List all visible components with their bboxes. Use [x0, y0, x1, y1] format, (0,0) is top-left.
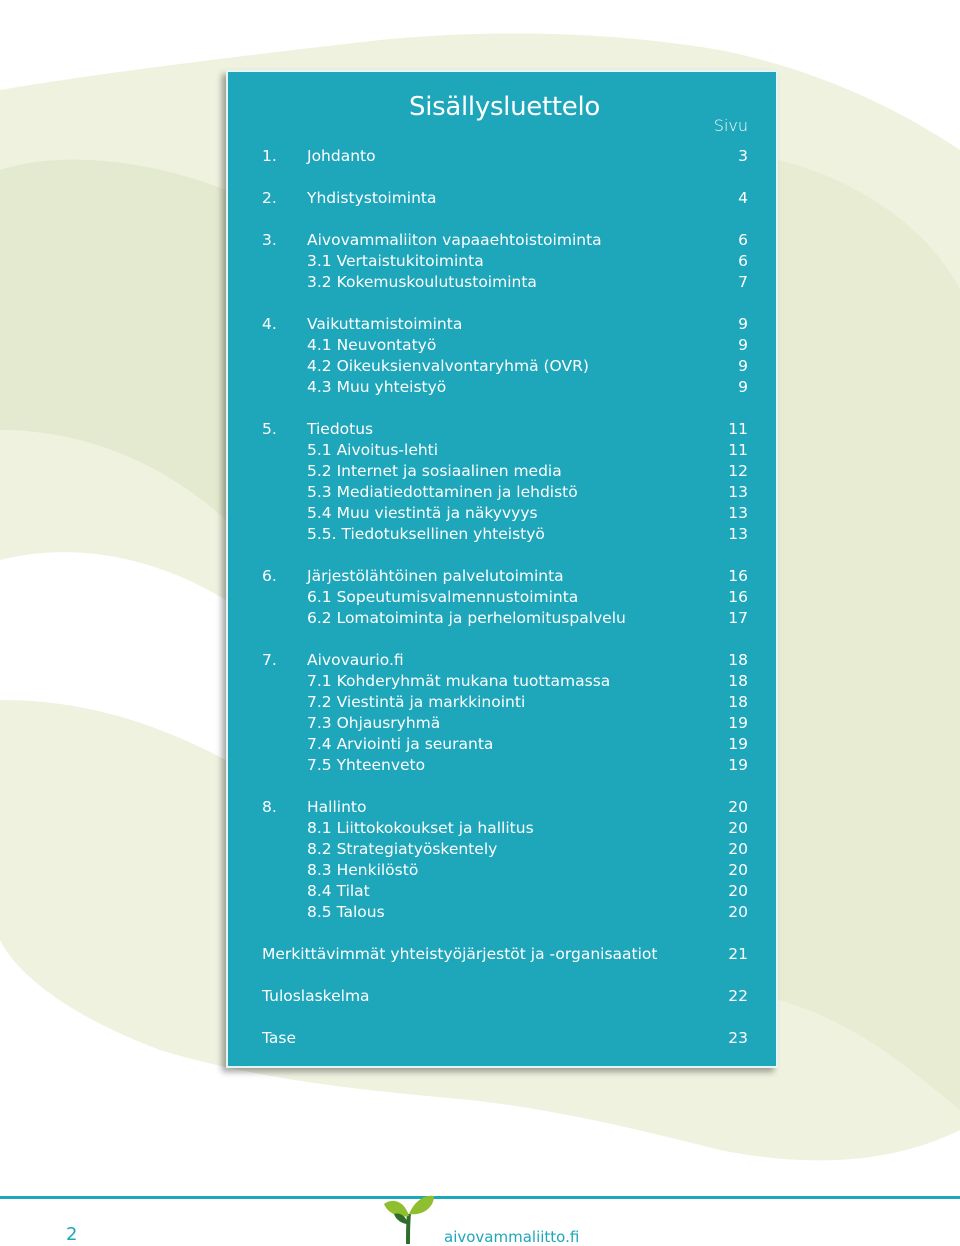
toc-section: [262, 146, 748, 167]
toc-entry[interactable]: [262, 314, 748, 335]
toc-entry[interactable]: [262, 587, 748, 608]
toc-title: Sisällysluettelo: [409, 92, 600, 122]
toc-entry-title: 8.1 Liittokokoukset ja hallitus: [307, 819, 534, 837]
toc-entry-page: 13: [728, 525, 748, 543]
toc-entry-page: 6: [738, 252, 748, 270]
toc-entry-title: 5.5. Tiedotuksellinen yhteistyö: [307, 525, 545, 543]
toc-entry-page: 20: [728, 819, 748, 837]
toc-entry-page: 17: [728, 609, 748, 627]
toc-section: [262, 419, 748, 545]
toc-entry-number: 5.: [262, 420, 277, 438]
toc-entry[interactable]: [262, 503, 748, 524]
toc-entry[interactable]: [262, 377, 748, 398]
toc-entry-title: Tase: [262, 1029, 297, 1047]
toc-entry[interactable]: [262, 881, 748, 902]
toc-entry-title: Järjestölähtöinen palvelutoiminta: [307, 567, 564, 585]
toc-entry[interactable]: [262, 419, 748, 440]
toc-entry-title: 8.4 Tilat: [307, 882, 370, 900]
toc-entry-number: 4.: [262, 315, 277, 333]
toc-entry[interactable]: [262, 839, 748, 860]
toc-entry-title: 7.4 Arviointi ja seuranta: [307, 735, 494, 753]
toc-entry-page: 18: [728, 651, 748, 669]
toc-entry[interactable]: [262, 440, 748, 461]
toc-section: [262, 650, 748, 776]
toc-entry[interactable]: [262, 1028, 748, 1049]
toc-entry[interactable]: [262, 692, 748, 713]
toc-entry-page: 16: [728, 588, 748, 606]
toc-entry-title: 7.3 Ohjausryhmä: [307, 714, 441, 732]
right-leaf-shape: [778, 160, 960, 1110]
toc-entry-page: 12: [728, 462, 748, 480]
toc-entry-number: 7.: [262, 651, 277, 669]
toc-entry[interactable]: [262, 713, 748, 734]
toc-entry-page: 11: [728, 420, 748, 438]
toc-entry-page: 20: [728, 798, 748, 816]
toc-entry-number: 1.: [262, 147, 277, 165]
toc-entry-title: 5.1 Aivoitus-lehti: [307, 441, 439, 459]
toc-entry[interactable]: [262, 356, 748, 377]
toc-entry-page: 20: [728, 840, 748, 858]
toc-entry[interactable]: [262, 146, 748, 167]
toc-entry-page: 9: [738, 378, 748, 396]
toc-entry[interactable]: [262, 818, 748, 839]
toc-entry-title: 4.1 Neuvontatyö: [307, 336, 437, 354]
toc-entry-page: 6: [738, 231, 748, 249]
toc-entry[interactable]: [262, 671, 748, 692]
toc-entry-page: 3: [738, 147, 748, 165]
toc-section: [262, 797, 748, 923]
toc-entry-page: 7: [738, 273, 748, 291]
toc-entry[interactable]: [262, 230, 748, 251]
toc-entry-title: 3.2 Kokemuskoulutustoiminta: [307, 273, 537, 291]
website-url[interactable]: aivovammaliitto.fi: [444, 1228, 580, 1246]
toc-entry-page: 21: [728, 945, 748, 963]
toc-entry-title: 4.3 Muu yhteistyö: [307, 378, 447, 396]
toc-entry-title: Aivovaurio.fi: [307, 651, 404, 669]
toc-entry-page: 20: [728, 903, 748, 921]
toc-entry-page: 22: [728, 987, 748, 1005]
toc-entry-title: Yhdistystoiminta: [307, 189, 437, 207]
toc-entry-title: 5.2 Internet ja sosiaalinen media: [307, 462, 562, 480]
toc-entry-number: 6.: [262, 567, 277, 585]
page-column-label: Sivu: [713, 116, 748, 135]
toc-entry-page: 18: [728, 693, 748, 711]
toc-entry-page: 20: [728, 861, 748, 879]
toc-entry[interactable]: [262, 335, 748, 356]
toc-section: [262, 566, 748, 629]
toc-entry[interactable]: [262, 944, 748, 965]
page-number: 2: [66, 1224, 78, 1245]
toc-entry-page: 9: [738, 336, 748, 354]
toc-entry-title: Hallinto: [307, 798, 367, 816]
toc-entry-page: 4: [738, 189, 748, 207]
toc-entry-title: Johdanto: [307, 147, 376, 165]
toc-entry-title: 5.3 Mediatiedottaminen ja lehdistö: [307, 483, 578, 501]
toc-entry[interactable]: [262, 272, 748, 293]
toc-section: [262, 1028, 748, 1049]
toc-entry[interactable]: [262, 608, 748, 629]
toc-entry-page: 19: [728, 756, 748, 774]
toc-entry-title: 5.4 Muu viestintä ja näkyvyys: [307, 504, 538, 522]
toc-entry-page: 11: [728, 441, 748, 459]
toc-entry[interactable]: [262, 251, 748, 272]
sprout-icon: [378, 1188, 438, 1246]
toc-entries: [262, 146, 748, 1070]
toc-entry[interactable]: [262, 734, 748, 755]
toc-entry-title: Aivovammaliiton vapaaehtoistoiminta: [307, 231, 602, 249]
toc-entry[interactable]: [262, 902, 748, 923]
toc-entry-title: 7.5 Yhteenveto: [307, 756, 426, 774]
toc-entry-title: 7.1 Kohderyhmät mukana tuottamassa: [307, 672, 611, 690]
toc-entry-title: 6.1 Sopeutumisvalmennustoiminta: [307, 588, 579, 606]
toc-section: [262, 986, 748, 1007]
toc-entry-number: 2.: [262, 189, 277, 207]
toc-entry[interactable]: [262, 524, 748, 545]
toc-entry[interactable]: [262, 482, 748, 503]
toc-entry-title: Merkittävimmät yhteistyöjärjestöt ja -organisaatiot: [262, 945, 658, 963]
toc-entry-page: 20: [728, 882, 748, 900]
toc-entry-title: Tuloslaskelma: [262, 987, 370, 1005]
toc-entry[interactable]: [262, 461, 748, 482]
toc-entry-page: 13: [728, 483, 748, 501]
toc-entry-page: 23: [728, 1029, 748, 1047]
toc-section: [262, 314, 748, 398]
toc-entry-title: 8.5 Talous: [307, 903, 385, 921]
toc-entry-title: 4.2 Oikeuksienvalvontaryhmä (OVR): [307, 357, 589, 375]
toc-entry-title: 3.1 Vertaistukitoiminta: [307, 252, 484, 270]
toc-entry-title: Vaikuttamistoiminta: [307, 315, 463, 333]
toc-section: [262, 188, 748, 209]
toc-entry-title: Tiedotus: [307, 420, 374, 438]
toc-section: [262, 944, 748, 965]
toc-entry[interactable]: [262, 755, 748, 776]
toc-entry[interactable]: [262, 860, 748, 881]
toc-entry-title: 8.2 Strategiatyöskentely: [307, 840, 498, 858]
toc-entry-title: 6.2 Lomatoiminta ja perhelomituspalvelu: [307, 609, 626, 627]
toc-entry[interactable]: [262, 797, 748, 818]
toc-entry-page: 13: [728, 504, 748, 522]
toc-entry-page: 9: [738, 357, 748, 375]
footer-divider: [0, 1196, 960, 1199]
toc-entry[interactable]: [262, 566, 748, 587]
toc-entry-number: 8.: [262, 798, 277, 816]
toc-entry-page: 19: [728, 714, 748, 732]
toc-entry[interactable]: [262, 986, 748, 1007]
toc-section: [262, 230, 748, 293]
toc-entry-page: 19: [728, 735, 748, 753]
toc-entry[interactable]: [262, 650, 748, 671]
toc-entry-title: 7.2 Viestintä ja markkinointi: [307, 693, 526, 711]
toc-entry-number: 3.: [262, 231, 277, 249]
table-of-contents-panel: [226, 70, 778, 1068]
toc-entry-page: 16: [728, 567, 748, 585]
toc-entry-page: 9: [738, 315, 748, 333]
toc-entry-page: 18: [728, 672, 748, 690]
toc-entry-title: 8.3 Henkilöstö: [307, 861, 419, 879]
toc-entry[interactable]: [262, 188, 748, 209]
